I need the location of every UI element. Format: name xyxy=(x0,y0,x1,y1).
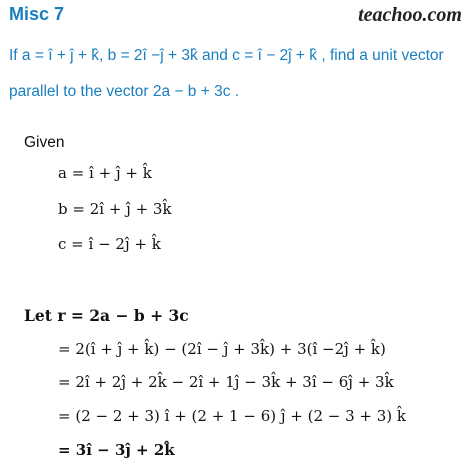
question-line-1: If a = î + ĵ + k̂, b = 2î −ĵ + 3k̂ and c = î − 2ĵ + k̂ , find a unit vector xyxy=(9,47,444,64)
given-equation-a: a = î + ĵ + k̂ xyxy=(58,164,152,182)
brand-logo: teachoo.com xyxy=(358,4,462,26)
given-equation-c: c = î − 2ĵ + k̂ xyxy=(58,235,161,253)
given-equation-b: b = 2î + ĵ + 3k̂ xyxy=(58,200,172,218)
given-heading: Given xyxy=(24,134,65,151)
solution-step-3: = (2 − 2 + 3) î + (2 + 1 − 6) ĵ + (2 − 3 + 3) k̂ xyxy=(58,407,407,425)
question-text xyxy=(9,38,464,110)
solution-step-final: = 3î − 3ĵ + 2k̂ xyxy=(58,441,175,459)
question-line-2: parallel to the vector 2a − b + 3c . xyxy=(9,83,240,100)
let-r-definition: Let r = 2a − b + 3c xyxy=(24,306,189,325)
solution-step-2: = 2î + 2ĵ + 2k̂ − 2î + 1ĵ − 3k̂ + 3î − 6ĵ + 3k̂ xyxy=(58,373,394,391)
solution-step-1: = 2(î + ĵ + k̂) − (2î − ĵ + 3k̂) + 3(î −2ĵ + k̂) xyxy=(58,340,386,358)
page-title: Misc 7 xyxy=(9,4,65,24)
